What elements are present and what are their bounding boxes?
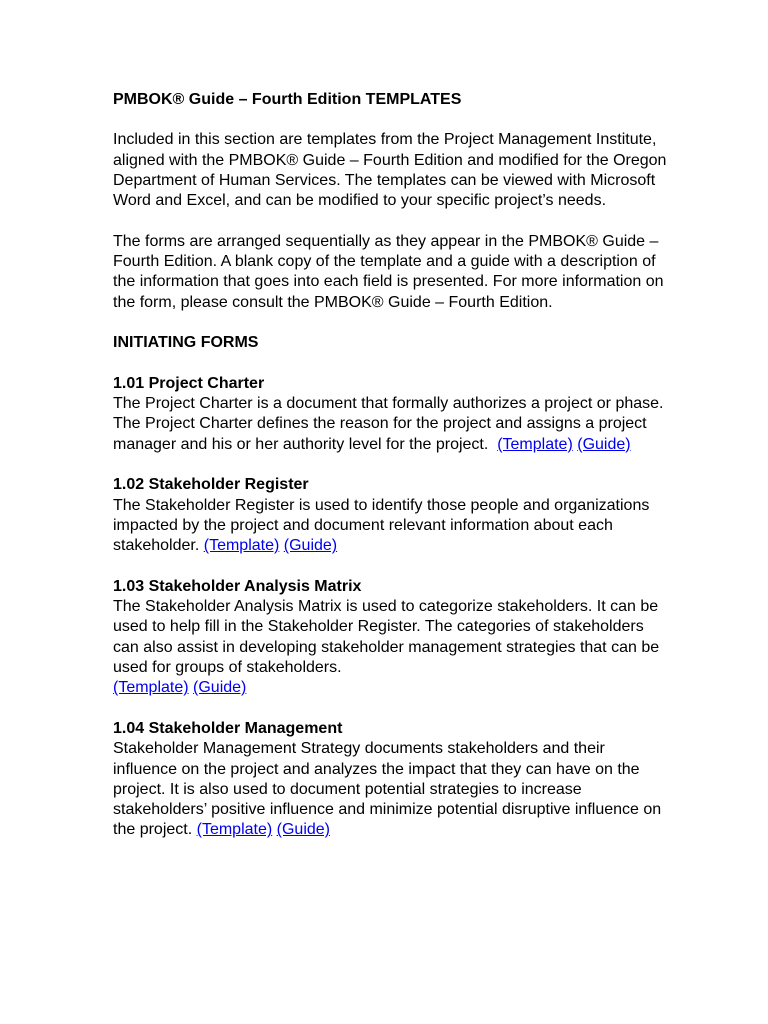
section-heading: INITIATING FORMS bbox=[113, 334, 259, 352]
item-heading: 1.04 Stakeholder Management bbox=[113, 719, 343, 737]
item-description bbox=[113, 496, 673, 557]
spacer bbox=[113, 211, 673, 231]
template-link[interactable]: (Template) bbox=[113, 679, 189, 697]
form-item-stakeholder-management bbox=[113, 719, 673, 841]
form-item-stakeholder-analysis-matrix bbox=[113, 577, 673, 699]
template-link[interactable]: (Template) bbox=[203, 537, 280, 555]
template-link[interactable]: (Template) bbox=[497, 435, 573, 453]
item-heading: 1.03 Stakeholder Analysis Matrix bbox=[113, 577, 362, 595]
template-link[interactable]: (Template) bbox=[196, 821, 273, 839]
document-title: PMBOK® Guide – Fourth Edition TEMPLATES bbox=[113, 91, 462, 108]
item-description bbox=[113, 739, 673, 840]
item-heading: 1.02 Stakeholder Register bbox=[113, 476, 309, 494]
intro-paragraph: The forms are arranged sequentially as they appear in the PMBOK® Guide – Fourth Edition. A blank copy of the template and a guide with a description of the information that goes into each field is presented. For more information on the form, please consult the PMBOK® Guide – Fourth Edition. bbox=[113, 232, 664, 311]
intro-paragraph: Included in this section are templates from the Project Management Institute, aligned with the PMBOK® Guide – Fourth Edition and modified for the Oregon Department of Human Services. The templates can be viewed with Microsoft Word and Excel, and can be modified to your specific project’s needs. bbox=[113, 131, 667, 210]
guide-link[interactable]: (Guide) bbox=[577, 435, 631, 453]
spacer bbox=[113, 110, 673, 130]
spacer bbox=[113, 557, 673, 577]
form-item-stakeholder-register bbox=[113, 475, 673, 556]
item-text: The Project Charter is a document that formally authorizes a project or phase. The Project Charter defines the reason for the project and assigns a project manager and his or her authority level for the project. bbox=[113, 395, 664, 453]
form-item-project-charter bbox=[113, 374, 673, 455]
guide-link[interactable]: (Guide) bbox=[276, 821, 330, 839]
spacer bbox=[113, 313, 673, 333]
item-links bbox=[113, 678, 673, 698]
item-heading: 1.01 Project Charter bbox=[113, 374, 265, 392]
guide-link[interactable]: (Guide) bbox=[283, 537, 338, 555]
item-text: The Stakeholder Analysis Matrix is used to categorize stakeholders. It can be used to help fill in the Stakeholder Register. The categories of stakeholders can also assist in developing stakeholder management strategies that can be used for groups of stakeholders. bbox=[113, 598, 660, 677]
spacer bbox=[113, 699, 673, 719]
item-description bbox=[113, 394, 673, 455]
item-text: The Stakeholder Register is used to identify those people and organizations impacted by the project and document relevant information about each stakeholder. bbox=[113, 496, 650, 555]
spacer bbox=[113, 455, 673, 475]
spacer bbox=[113, 354, 673, 374]
document-page bbox=[113, 90, 673, 841]
item-text: Stakeholder Management Strategy documents stakeholders and their influence on the project and analyzes the impact that they can have on the project. It is also used to document potential strategies to increase stakeholders’ positive influence and minimize potential disruptive influence on the project. bbox=[113, 740, 662, 839]
guide-link[interactable]: (Guide) bbox=[193, 679, 247, 697]
